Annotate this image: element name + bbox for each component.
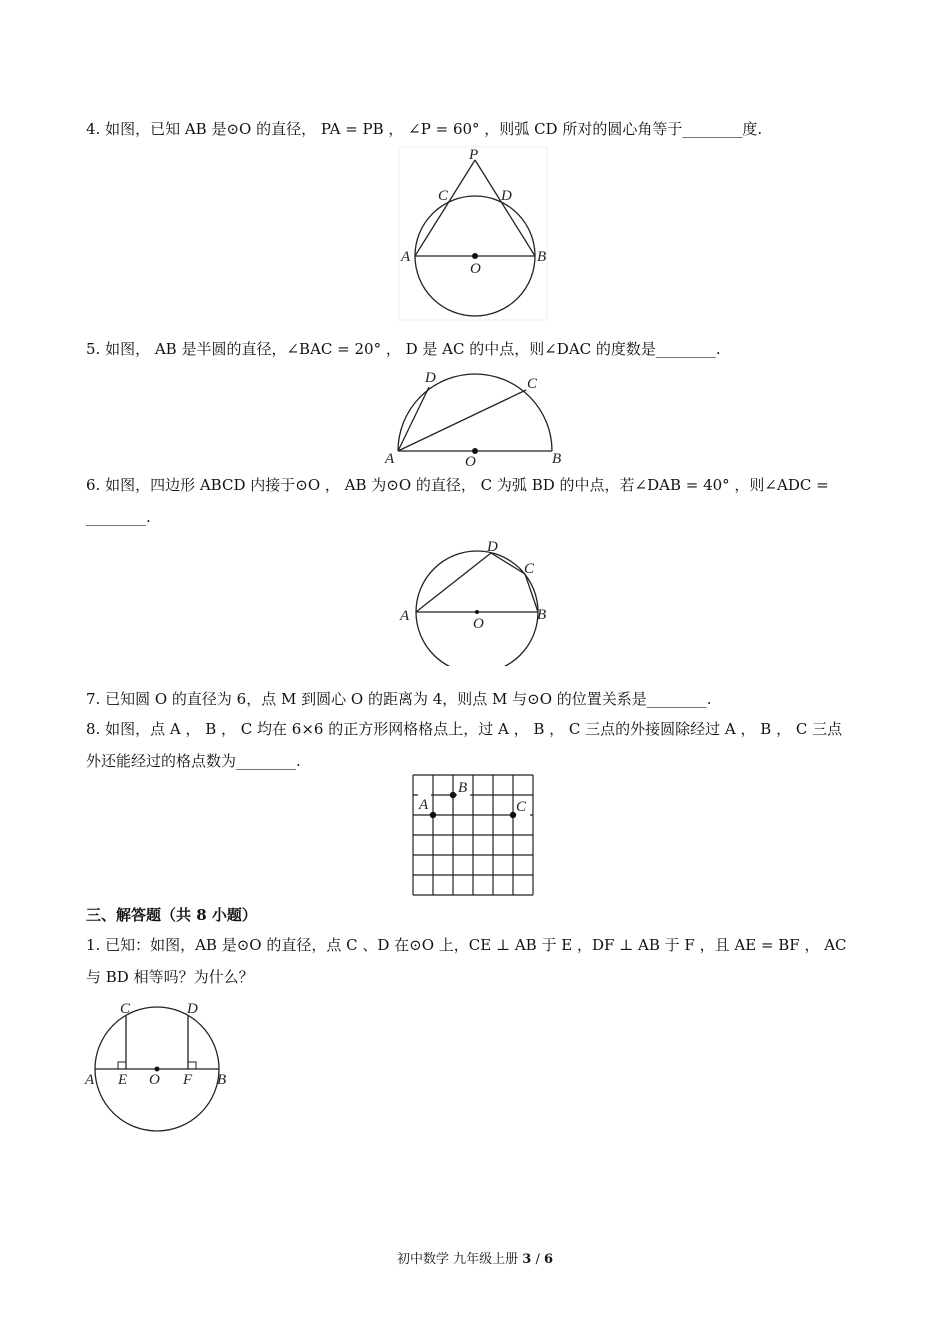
question-7-text: 7. 已知圆 O 的直径为 6，点 M 到圆心 O 的距离为 4，则点 M 与⊙O 的位置关系是________.	[86, 690, 712, 708]
figure-q5	[383, 366, 568, 471]
label-B: B	[552, 451, 562, 467]
label-D: D	[501, 188, 512, 204]
label-O: O	[470, 261, 481, 277]
label-B: B	[217, 1072, 227, 1088]
footer-course: 初中数学 九年级上册	[396, 1252, 519, 1267]
point-B	[450, 792, 456, 798]
label-B: B	[458, 780, 468, 796]
label-A: A	[385, 451, 395, 467]
label-C: C	[516, 799, 527, 815]
figure-section3-q1	[84, 996, 234, 1136]
label-E: E	[118, 1072, 128, 1088]
label-D: D	[487, 539, 498, 555]
footer-separator: /	[535, 1252, 540, 1267]
label-A: A	[400, 608, 410, 624]
figure-q6	[396, 536, 556, 666]
question-5-text: 5. 如图， AB 是半圆的直径，∠BAC = 20° ， D 是 AC 的中点，则∠DAC 的度数是________.	[86, 340, 721, 358]
label-C: C	[524, 561, 535, 577]
label-B: B	[537, 607, 547, 623]
question-8-text-line1: 8. 如图，点 A ， B ， C 均在 6×6 的正方形网格格点上，过 A ， B ， C 三点的外接圆除经过 A ， B ， C 三点	[86, 720, 843, 738]
question-6-text-line1: 6. 如图，四边形 ABCD 内接于⊙O ， AB 为⊙O 的直径， C 为弧 BD 的中点，若∠DAB = 40° ，则∠ADC =	[86, 476, 829, 494]
label-A: A	[401, 249, 411, 265]
label-B: B	[537, 249, 547, 265]
label-D: D	[187, 1001, 198, 1017]
label-C: C	[527, 376, 538, 392]
label-O: O	[473, 616, 484, 632]
label-P: P	[469, 147, 479, 163]
label-D: D	[425, 370, 436, 386]
footer-page-current: 3	[522, 1252, 532, 1267]
section-3-title: 三、解答题（共 8 小题）	[86, 906, 257, 924]
footer-page-total: 6	[543, 1252, 554, 1267]
figure-q8-grid	[410, 772, 536, 898]
label-C: C	[120, 1001, 131, 1017]
question-8-text-line2: 外还能经过的格点数为________.	[86, 752, 301, 770]
section-3-question-1-line2: 与 BD 相等吗？为什么？	[86, 968, 254, 986]
label-O: O	[149, 1072, 160, 1088]
page-footer	[0, 1248, 950, 1267]
label-C: C	[438, 188, 449, 204]
label-A: A	[419, 797, 429, 813]
grid-lines	[413, 775, 533, 895]
question-4-text: 4. 如图，已知 AB 是⊙O 的直径， PA = PB ， ∠P = 60° ，则弧 CD 所对的圆心角等于________度.	[86, 120, 763, 138]
figure-q4	[398, 146, 548, 321]
label-O: O	[465, 454, 476, 470]
label-A: A	[85, 1072, 95, 1088]
section-3-question-1-line1: 1. 已知：如图，AB 是⊙O 的直径，点 C 、D 在⊙O 上，CE ⊥ AB 于 E ，DF ⊥ AB 于 F ，且 AE = BF ， AC	[86, 936, 847, 954]
point-A	[430, 812, 436, 818]
label-F: F	[183, 1072, 193, 1088]
question-6-text-line2: ________.	[86, 508, 151, 526]
